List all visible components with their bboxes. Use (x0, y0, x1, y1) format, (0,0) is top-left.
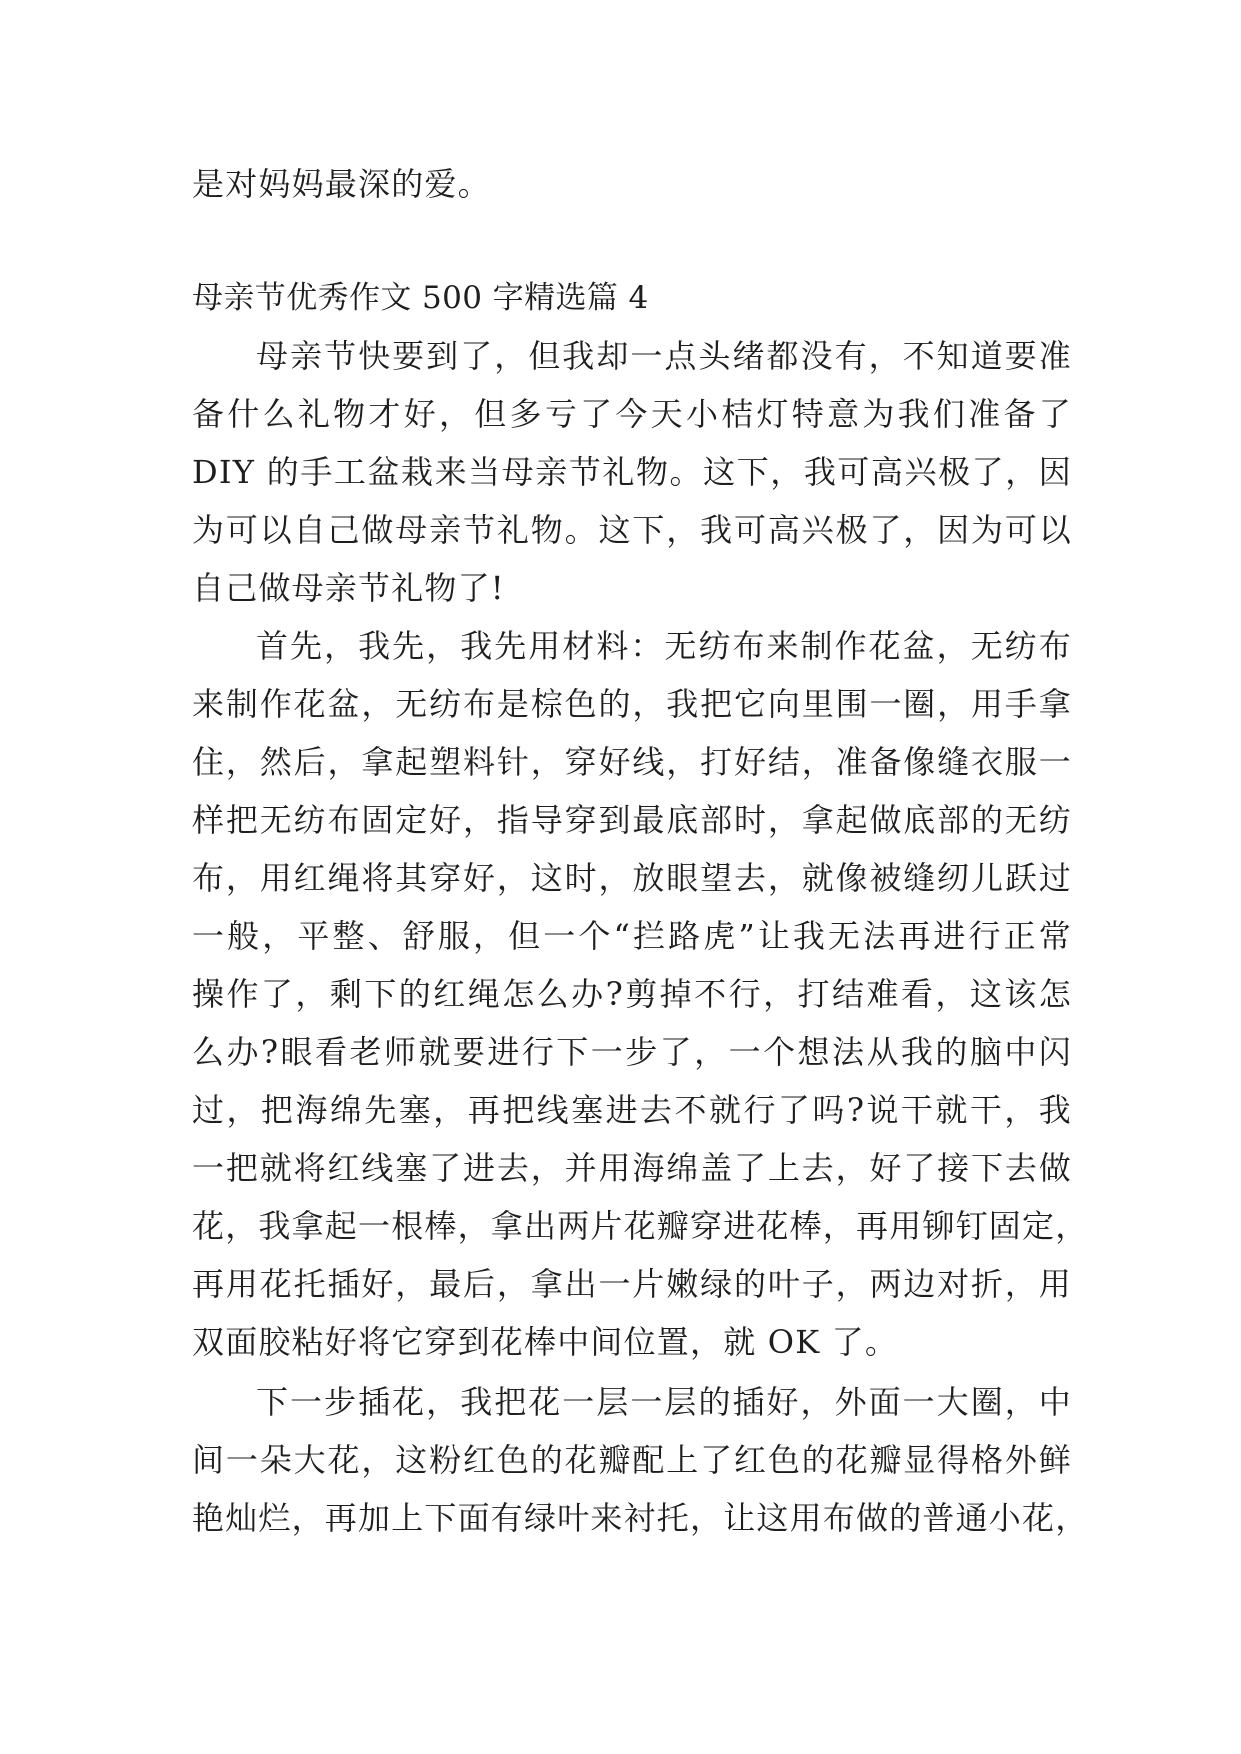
paragraph-closing-line: 是对妈妈最深的爱。 (192, 165, 491, 203)
paragraph-line: 布，用红绳将其穿好，这时，放眼望去，就像被缝纫儿跃过 (192, 859, 1072, 897)
paragraph-line: 再用花托插好，最后，拿出一片嫩绿的叶子，两边对折，用 (192, 1265, 1072, 1303)
section-heading: 母亲节优秀作文 500 字精选篇 4 (192, 280, 649, 316)
paragraph-line: 么办?眼看老师就要进行下一步了，一个想法从我的脑中闪 (192, 1033, 1072, 1071)
paragraph-line: 自己做母亲节礼物了! (192, 569, 505, 607)
paragraph-line: 双面胶粘好将它穿到花棒中间位置，就 OK 了。 (192, 1323, 899, 1361)
paragraph-line: 为可以自己做母亲节礼物。这下，我可高兴极了，因为可以 (192, 511, 1072, 549)
paragraph-line: 花，我拿起一根棒，拿出两片花瓣穿进花棒，再用铆钉固定， (192, 1207, 1089, 1245)
paragraph-line: 过，把海绵先塞，再把线塞进去不就行了吗?说干就干，我 (192, 1091, 1072, 1129)
paragraph-line: 住，然后，拿起塑料针，穿好线，打好结，准备像缝衣服一 (192, 743, 1072, 781)
paragraph-line: 艳灿烂，再加上下面有绿叶来衬托，让这用布做的普通小花， (192, 1499, 1089, 1537)
paragraph-line: DIY 的手工盆栽来当母亲节礼物。这下，我可高兴极了，因 (192, 453, 1072, 491)
paragraph-line: 操作了，剩下的红绳怎么办?剪掉不行，打结难看，这该怎 (192, 975, 1072, 1013)
paragraph-line: 母亲节快要到了，但我却一点头绪都没有，不知道要准 (256, 337, 1072, 375)
paragraph-line: 一把就将红线塞了进去，并用海绵盖了上去，好了接下去做 (192, 1149, 1072, 1187)
paragraph-line: 来制作花盆，无纺布是棕色的，我把它向里围一圈，用手拿 (192, 685, 1072, 723)
paragraph-line: 间一朵大花，这粉红色的花瓣配上了红色的花瓣显得格外鲜 (192, 1441, 1072, 1479)
paragraph-line: 备什么礼物才好，但多亏了今天小桔灯特意为我们准备了 (192, 395, 1072, 433)
paragraph-line: 下一步插花，我把花一层一层的插好，外面一大圈，中 (256, 1383, 1072, 1421)
paragraph-line: 一般，平整、舒服，但一个“拦路虎”让我无法再进行正常 (192, 917, 1072, 955)
paragraph-line: 样把无纺布固定好，指导穿到最底部时，拿起做底部的无纺 (192, 801, 1072, 839)
paragraph-line: 首先，我先，我先用材料：无纺布来制作花盆，无纺布 (256, 627, 1072, 665)
